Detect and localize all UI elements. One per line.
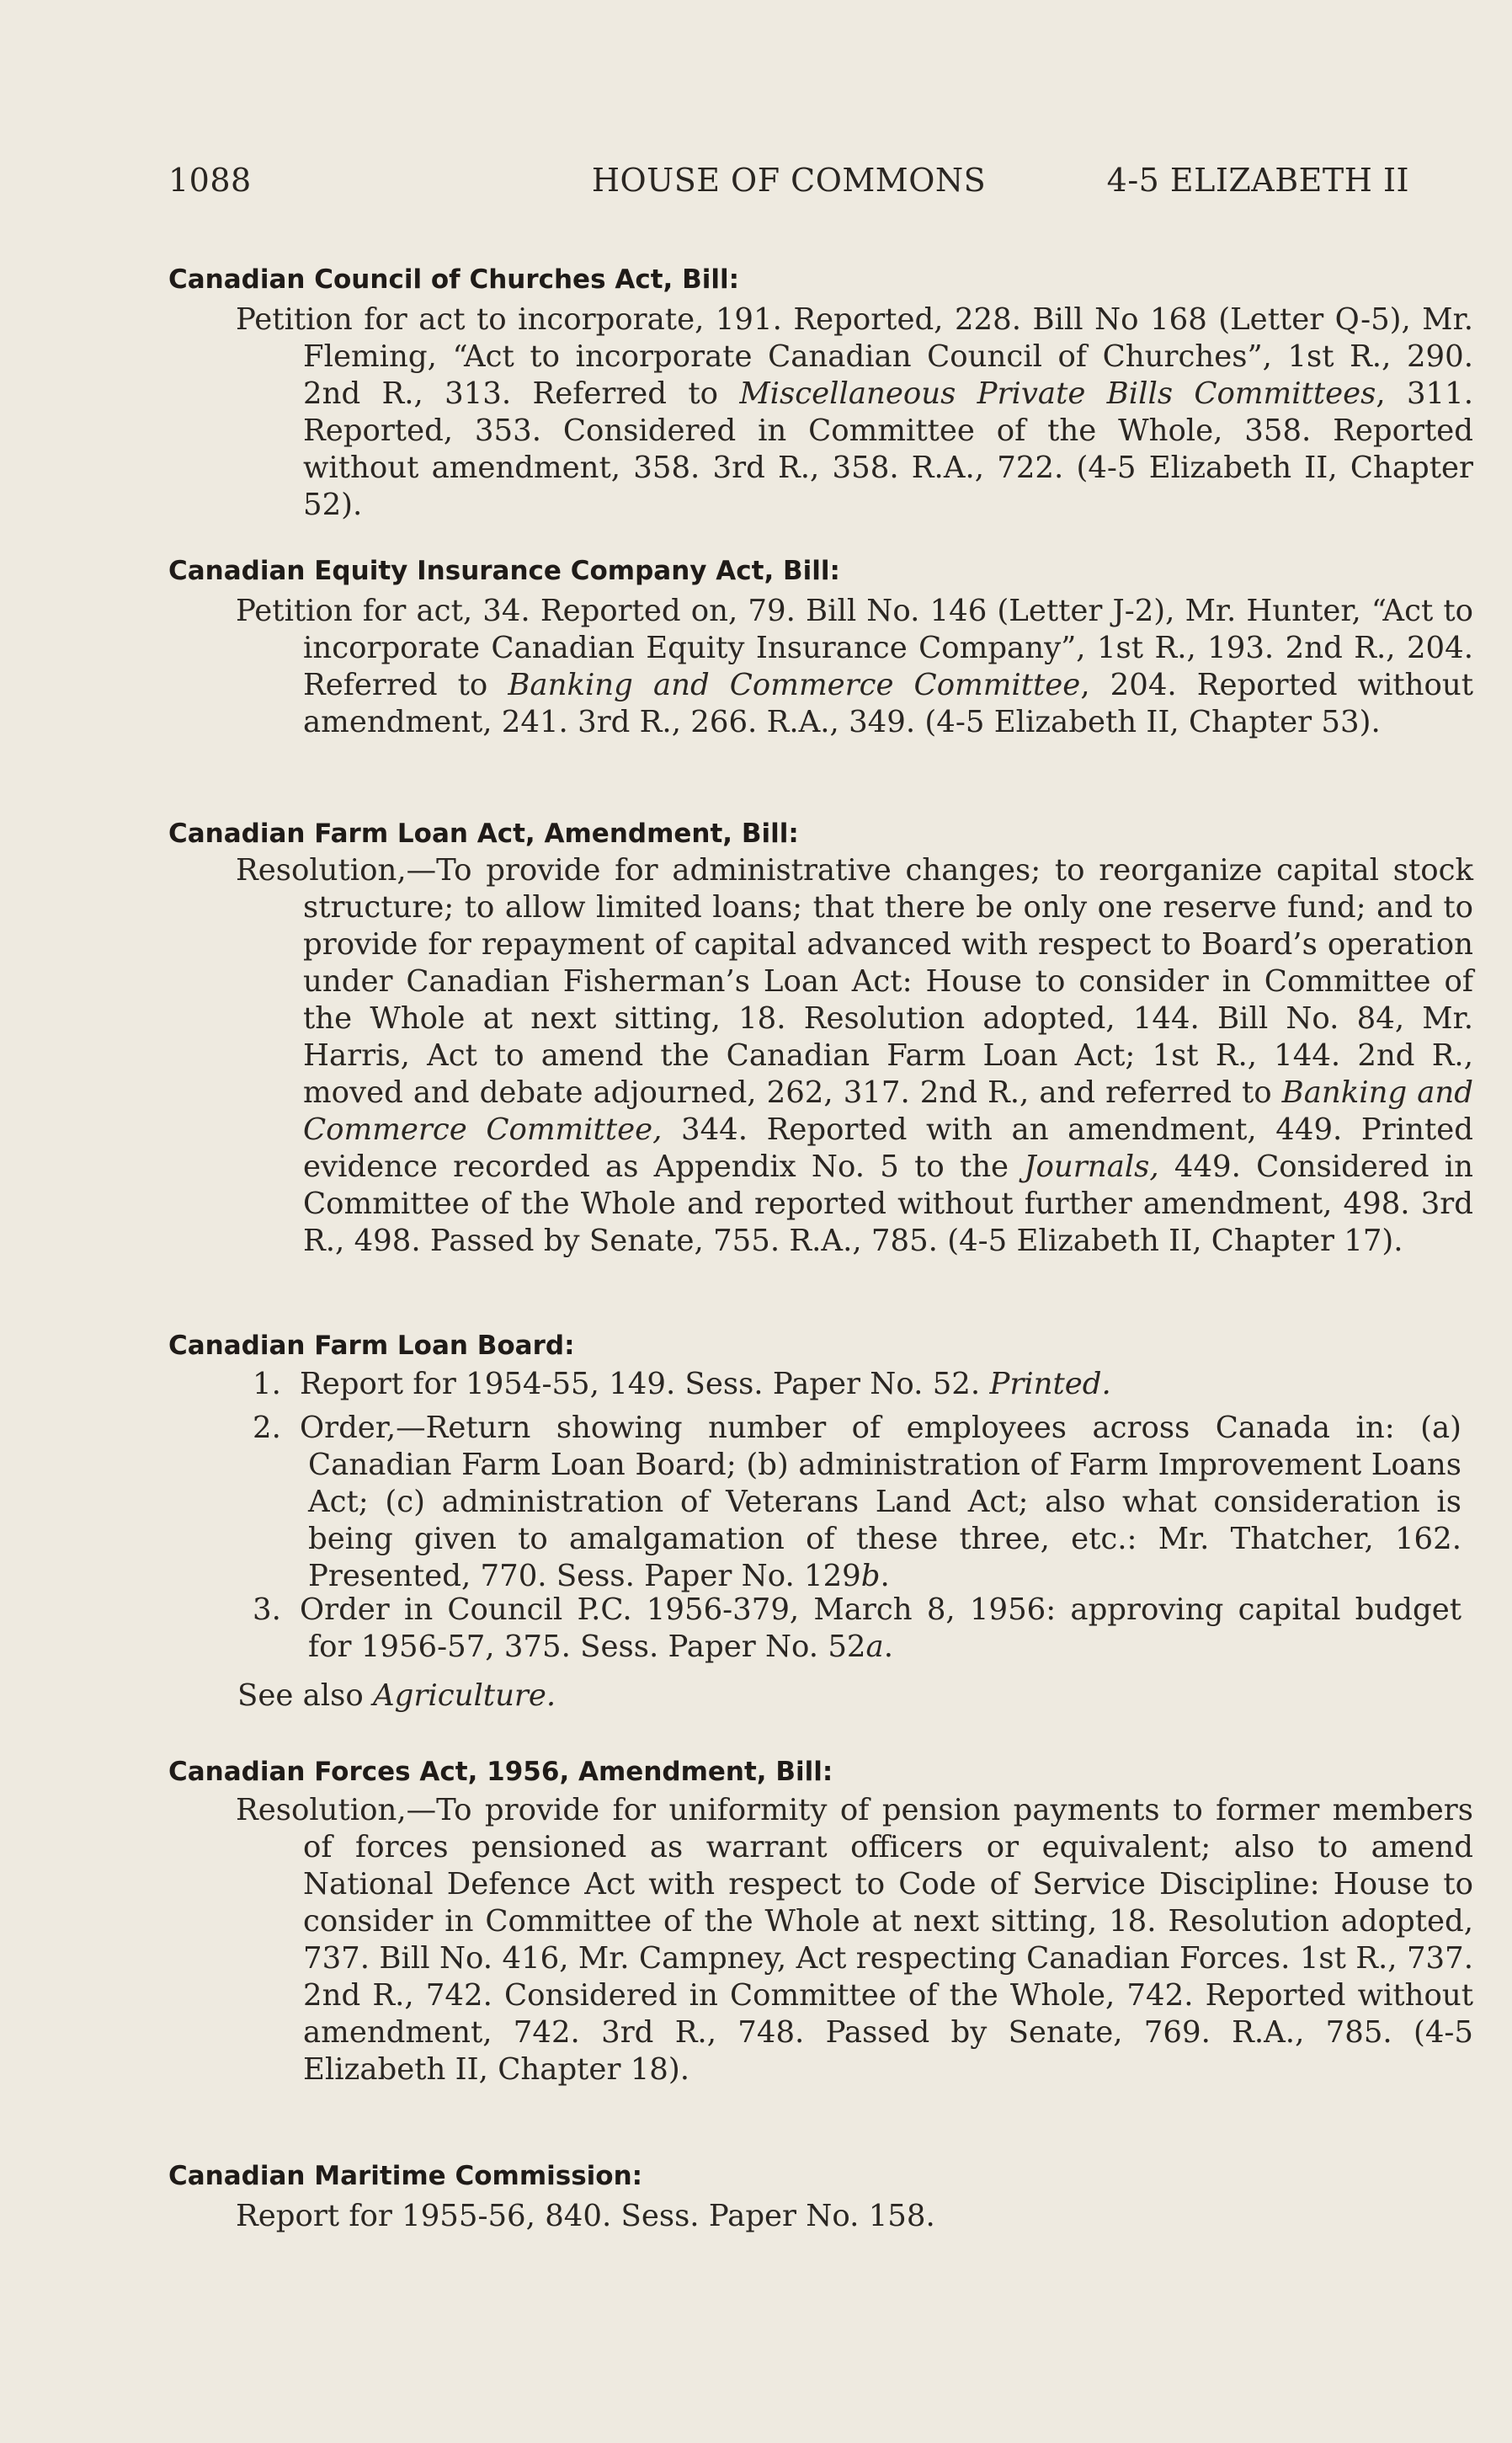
entry-text-part: , 204. Reported without amendment, 241. 3rd R., 266. R.A., 349. (4-5 Elizabeth II, Chapter 53). xyxy=(303,668,1474,739)
italic-ref: Banking and Commerce Committee xyxy=(508,668,1081,702)
entry-text-part: Petition for act, 34. Reported on, 79. Bill No. 146 (Letter J-2), Mr. Hunter, “Act to incorporate Canadian Equity Insurance Company”, 1st R., 193. 2nd R., 204. Referred to xyxy=(236,594,1473,702)
item-number: 3. xyxy=(253,1592,281,1627)
see-also-ref: Agriculture. xyxy=(373,1678,556,1713)
running-title: HOUSE OF COMMONS xyxy=(591,162,987,199)
page-header xyxy=(168,162,1409,209)
italic-ref: Printed. xyxy=(989,1367,1111,1401)
entry-text xyxy=(236,852,1473,1260)
list-item xyxy=(253,1410,1461,1595)
entry-text-part: Petition for act to incorporate, 191. Reported, 228. Bill No 168 (Letter Q-5), Mr. Fleming, “Act to incorporate Canadian Council of Churches”, 1st R., 290. 2nd R., 313. Referred to xyxy=(236,302,1473,411)
entry-heading: Canadian Maritime Commission: xyxy=(168,2161,643,2191)
entry-text-part: Order,—Return showing number of employees across Canada in: (a) Canadian Farm Loan Board; (b) administration of Farm Improvement Loans Act; (c) administration of Veterans Land Act; also what consideration is being given to amalgamation of these three, etc.: Mr. Thatcher, 162. Presented, 770. Sess. Paper No. 129 xyxy=(300,1411,1461,1593)
entry-text: Resolution,—To provide for uniformity of pension payments to former members of forces pensioned as warrant officers or equivalent; also to amend National Defence Act with respect to Code of Service Discipline: House to consider in Committee of the Whole at next sitting, 18. Resolution adopted, 737. Bill No. 416, Mr. Campney, Act respecting Canadian Forces. 1st R., 737. 2nd R., 742. Considered in Committee of the Whole, 742. Reported without amendment, 742. 3rd R., 748. Passed by Senate, 769. R.A., 785. (4-5 Elizabeth II, Chapter 18). xyxy=(236,1793,1473,2087)
entry-text-part: . xyxy=(880,1559,890,1593)
italic-ref: Journals, xyxy=(1024,1149,1159,1184)
list-item xyxy=(253,1592,1461,1666)
page-number: 1088 xyxy=(168,162,252,199)
entry-text-part: Order in Council P.C. 1956-379, March 8, 1956: approving capital budget for 1956-57, 375. Sess. Paper No. 52 xyxy=(300,1592,1461,1664)
entry-text-part: , 311. Reported, 353. Considered in Committee of the Whole, 358. Reported without amendment, 358. 3rd R., 358. R.A., 722. (4-5 Elizabeth II, Chapter 52). xyxy=(303,376,1473,522)
italic-ref: Banking and Commerce Committee, xyxy=(303,1075,1474,1147)
entry-text-part: . xyxy=(883,1630,893,1664)
italic-ref: Miscellaneous Private Bills Committees xyxy=(739,376,1376,411)
entry-text xyxy=(236,593,1473,741)
item-number: 2. xyxy=(253,1411,281,1445)
entry-heading: Canadian Equity Insurance Company Act, Bill: xyxy=(168,556,840,586)
see-also-label: See also xyxy=(237,1678,374,1713)
italic-ref: a xyxy=(865,1630,884,1664)
entry-heading: Canadian Farm Loan Act, Amendment, Bill: xyxy=(168,819,799,849)
entry-heading: Canadian Council of Churches Act, Bill: xyxy=(168,264,739,295)
entry-heading: Canadian Forces Act, 1956, Amendment, Bill: xyxy=(168,1757,833,1787)
list-item xyxy=(253,1366,1461,1403)
entry-text: Report for 1955-56, 840. Sess. Paper No. 158. xyxy=(236,2199,935,2233)
entry-text-part: 449. Considered in Committee of the Whole and reported without further amendment, 498. 3rd R., 498. Passed by Senate, 755. R.A., 785. (4-5 Elizabeth II, Chapter 17). xyxy=(303,1149,1473,1258)
see-also xyxy=(237,1678,556,1715)
item-number: 1. xyxy=(253,1367,281,1401)
entry-text xyxy=(236,301,1473,524)
reign-label: 4-5 ELIZABETH II xyxy=(1106,162,1409,199)
entry-text-part: Resolution,—To provide for administrative changes; to reorganize capital stock structure; to allow limited loans; that there be only one reserve fund; and to provide for repayment of capital advanced with respect to Board’s operation under Canadian Fisherman’s Loan Act: House to consider in Committee of the Whole at next sitting, 18. Resolution adopted, 144. Bill No. 84, Mr. Harris, Act to amend the Canadian Farm Loan Act; 1st R., 144. 2nd R., moved and debate adjourned, 262, 317. 2nd R., and referred to xyxy=(236,853,1473,1110)
italic-ref: b xyxy=(860,1559,881,1593)
entry-text-part: Report for 1954-55, 149. Sess. Paper No. 52. xyxy=(300,1367,990,1401)
entry-text-part: 344. Reported with an amendment, 449. Printed evidence recorded as Appendix No. 5 to the xyxy=(303,1112,1473,1184)
entry-heading: Canadian Farm Loan Board: xyxy=(168,1331,575,1361)
